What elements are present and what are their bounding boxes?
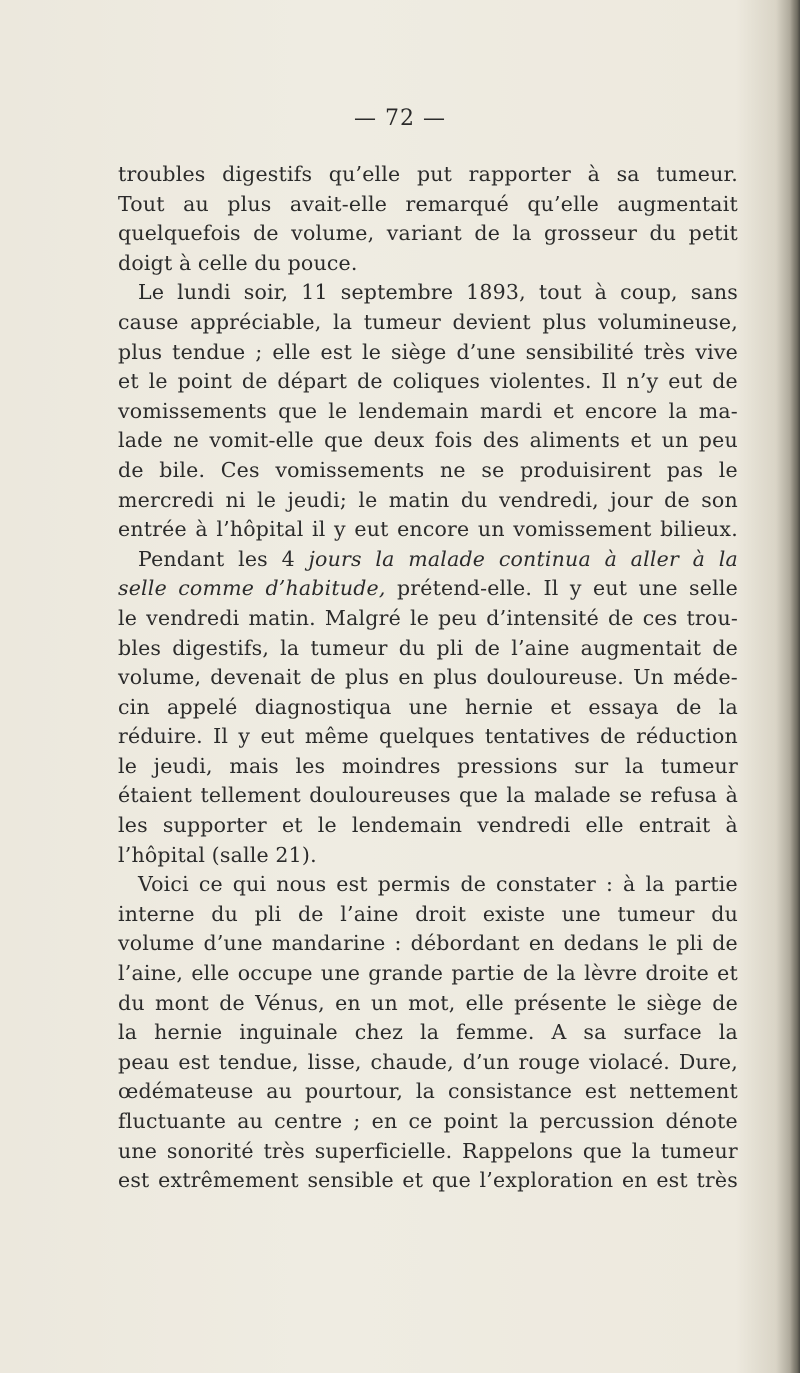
text-line: interne du pli de l’aine droit existe une tumeur du (118, 901, 738, 926)
text-line: réduire. Il y eut même quelques tentatives de réduction (118, 724, 738, 749)
text-line: entrée à l’hôpital il y eut encore un vomissement bilieux. (118, 517, 738, 542)
text-line: cin appelé diagnostiqua une hernie et essaya de la (118, 694, 738, 719)
text-line: lade ne vomit-elle que deux fois des aliments et un peu (118, 428, 738, 453)
text-line: volume, devenait de plus en plus douloureuse. Un méde- (118, 665, 738, 690)
text-line: cause appréciable, la tumeur devient plus volumineuse, (118, 309, 738, 334)
page-number: — 72 — (354, 106, 446, 131)
text-line: est extrêmement sensible et que l’exploration en est très (118, 1168, 738, 1193)
text-line: Voici ce qui nous est permis de constater : à la partie (138, 872, 738, 897)
text-line: quelquefois de volume, variant de la grosseur du petit (118, 221, 738, 246)
text-line: étaient tellement douloureuses que la malade se refusa à (118, 783, 738, 808)
text-line: et le point de départ de coliques violentes. Il n’y eut de (118, 369, 738, 394)
text-line: Le lundi soir, 11 septembre 1893, tout à coup, sans (138, 280, 738, 305)
text-line: selle comme d’habitude, prétend-elle. Il y eut une selle (118, 576, 738, 601)
text-line: l’hôpital (salle 21). (118, 842, 317, 867)
text-line: peau est tendue, lisse, chaude, d’un rouge violacé. Dure, (118, 1049, 738, 1074)
text-line: du mont de Vénus, en un mot, elle présente le siège de (118, 990, 738, 1015)
text-line: Pendant les 4 jours la malade continua à aller à la (138, 546, 738, 571)
text-line: volume d’une mandarine : débordant en dedans le pli de (118, 931, 738, 956)
text-line: Tout au plus avait-elle remarqué qu’elle augmentait (118, 191, 738, 216)
text-line: les supporter et le lendemain vendredi elle entrait à (118, 813, 738, 838)
body-text (118, 160, 738, 1196)
text-line: l’aine, elle occupe une grande partie de la lèvre droite et (118, 961, 738, 986)
text-line: le vendredi matin. Malgré le peu d’intensité de ces trou- (118, 605, 738, 630)
page-edge-shadow (790, 0, 800, 1373)
text-line: bles digestifs, la tumeur du pli de l’aine augmentait de (118, 635, 738, 660)
text-line: œdémateuse au pourtour, la consistance est nettement (118, 1079, 738, 1104)
text-line: une sonorité très superficielle. Rappelons que la tumeur (118, 1138, 738, 1163)
text-line: la hernie inguinale chez la femme. A sa surface la (118, 1020, 738, 1045)
text-line: doigt à celle du pouce. (118, 250, 358, 275)
text-line: le jeudi, mais les moindres pressions sur la tumeur (118, 753, 738, 778)
text-line: de bile. Ces vomissements ne se produisirent pas le (118, 457, 738, 482)
text-line: plus tendue ; elle est le siège d’une sensibilité très vive (118, 339, 738, 364)
text-line: vomissements que le lendemain mardi et encore la ma- (118, 398, 738, 423)
text-line: fluctuante au centre ; en ce point la percussion dénote (118, 1109, 738, 1133)
text-line: troubles digestifs qu’elle put rapporter à sa tumeur. (118, 162, 738, 186)
text-line: mercredi ni le jeudi; le matin du vendredi, jour de son (118, 487, 738, 512)
